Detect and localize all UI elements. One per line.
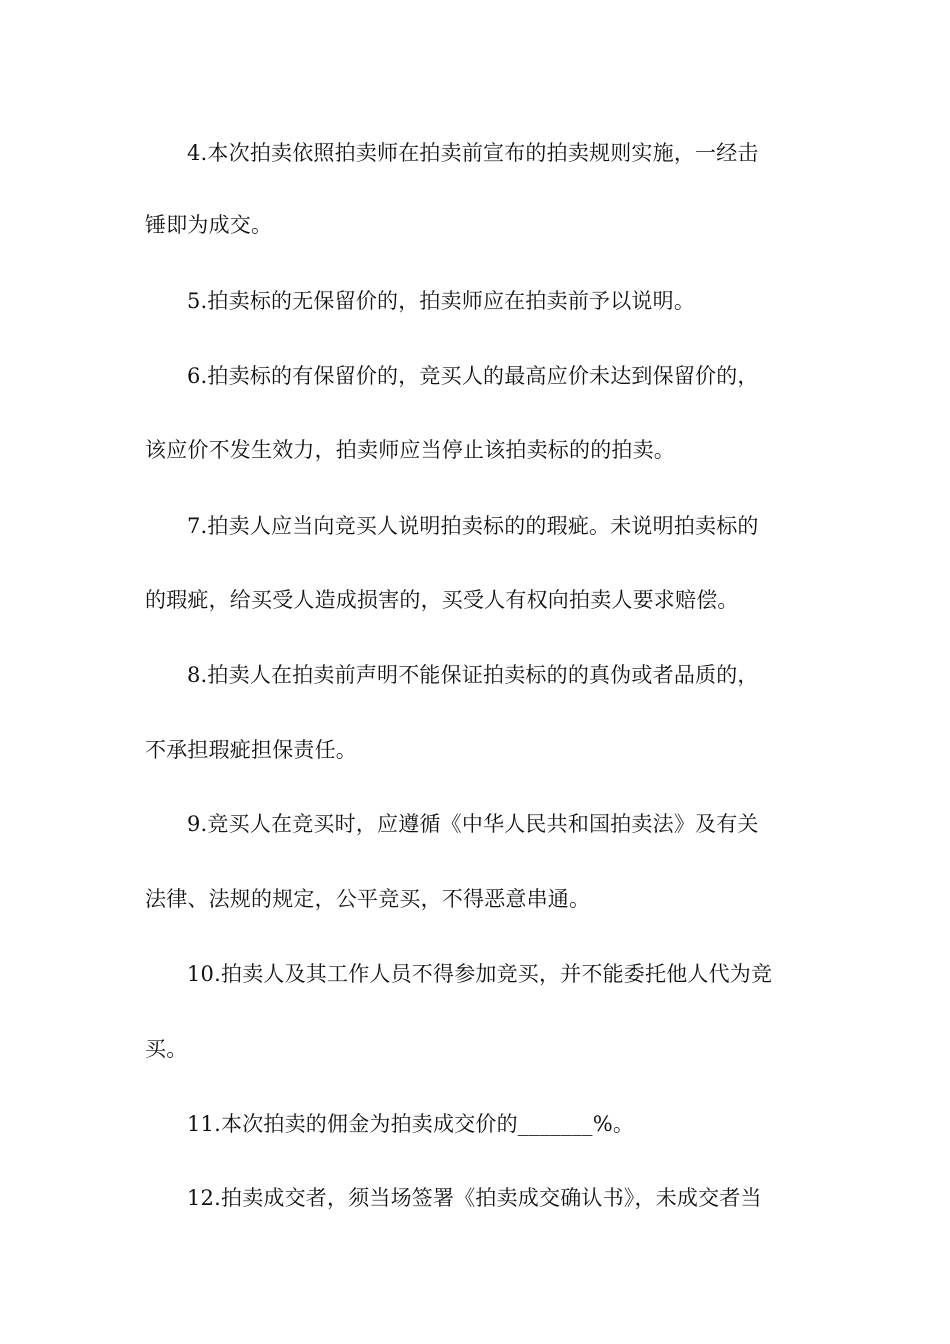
paragraph-10-line-1: 10.拍卖人及其工作人员不得参加竞买，并不能委托他人代为竞 [187,962,773,986]
paragraph-9-line-1: 9.竞买人在竞买时，应遵循《中华人民共和国拍卖法》及有关 [187,812,759,836]
paragraph-12-line-1: 12.拍卖成交者，须当场签署《拍卖成交确认书》，未成交者当 [187,1186,762,1210]
paragraph-11-line-1: 11.本次拍卖的佣金为拍卖成交价的_______%。 [187,1112,635,1136]
paragraph-7-line-1: 7.拍卖人应当向竞买人说明拍卖标的的瑕疵。未说明拍卖标的 [187,514,759,538]
paragraph-6-line-2: 该应价不发生效力，拍卖师应当停止该拍卖标的的拍卖。 [145,438,675,462]
paragraph-8-line-2: 不承担瑕疵担保责任。 [145,738,357,762]
paragraph-8-line-1: 8.拍卖人在拍卖前声明不能保证拍卖标的的真伪或者品质的， [187,663,759,687]
paragraph-4-line-2: 锤即为成交。 [145,213,273,237]
paragraph-7-line-2: 的瑕疵，给买受人造成损害的，买受人有权向拍卖人要求赔偿。 [145,588,739,612]
paragraph-6-line-1: 6.拍卖标的有保留价的，竞买人的最高应价未达到保留价的， [187,364,759,388]
paragraph-9-line-2: 法律、法规的规定，公平竞买，不得恶意串通。 [145,887,591,911]
paragraph-10-line-2: 买。 [145,1037,188,1061]
paragraph-5-line-1: 5.拍卖标的无保留价的，拍卖师应在拍卖前予以说明。 [187,289,696,313]
paragraph-4-line-1: 4.本次拍卖依照拍卖师在拍卖前宣布的拍卖规则实施，一经击 [187,141,759,165]
